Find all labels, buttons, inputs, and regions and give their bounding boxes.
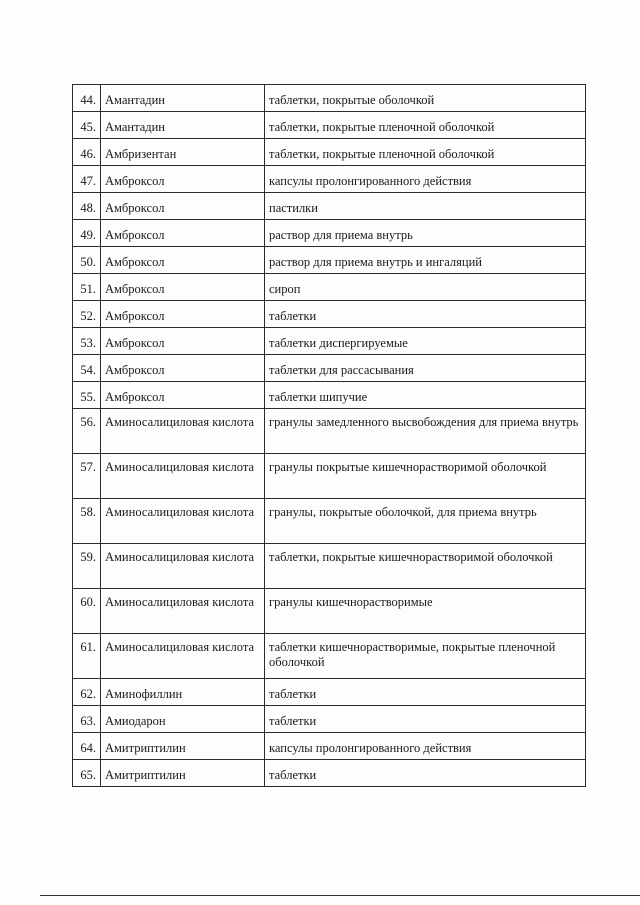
drug-name: Амброксол	[101, 301, 265, 328]
row-number: 65.	[73, 760, 101, 787]
row-number: 60.	[73, 589, 101, 634]
row-number: 47.	[73, 166, 101, 193]
drug-name: Амброксол	[101, 166, 265, 193]
row-number: 53.	[73, 328, 101, 355]
dosage-form: пастилки	[265, 193, 586, 220]
row-number: 45.	[73, 112, 101, 139]
table-row	[73, 679, 586, 706]
drug-name: Аминосалициловая кислота	[101, 409, 265, 454]
dosage-form: таблетки для рассасывания	[265, 355, 586, 382]
dosage-form: таблетки шипучие	[265, 382, 586, 409]
row-number: 50.	[73, 247, 101, 274]
dosage-form: капсулы пролонгированного действия	[265, 733, 586, 760]
table-row	[73, 454, 586, 499]
dosage-form: гранулы покрытые кишечнорастворимой оболочкой	[265, 454, 586, 499]
row-number: 62.	[73, 679, 101, 706]
page-bottom-rule	[40, 895, 640, 896]
dosage-form: гранулы кишечнорастворимые	[265, 589, 586, 634]
dosage-form: гранулы замедленного высвобождения для приема внутрь	[265, 409, 586, 454]
row-number: 58.	[73, 499, 101, 544]
row-number: 52.	[73, 301, 101, 328]
drug-name: Амантадин	[101, 112, 265, 139]
row-number: 56.	[73, 409, 101, 454]
drug-name: Амброксол	[101, 355, 265, 382]
dosage-form: сироп	[265, 274, 586, 301]
dosage-form: таблетки кишечнорастворимые, покрытые пленочной оболочкой	[265, 634, 586, 679]
dosage-form: раствор для приема внутрь и ингаляций	[265, 247, 586, 274]
row-number: 51.	[73, 274, 101, 301]
drug-name: Аминосалициловая кислота	[101, 544, 265, 589]
table-row	[73, 274, 586, 301]
drug-name: Аминосалициловая кислота	[101, 499, 265, 544]
dosage-form: гранулы, покрытые оболочкой, для приема внутрь	[265, 499, 586, 544]
table-row	[73, 301, 586, 328]
row-number: 63.	[73, 706, 101, 733]
drug-name: Аминосалициловая кислота	[101, 634, 265, 679]
table-row	[73, 544, 586, 589]
table-row	[73, 382, 586, 409]
dosage-form: таблетки	[265, 760, 586, 787]
dosage-form: таблетки диспергируемые	[265, 328, 586, 355]
table-row	[73, 328, 586, 355]
row-number: 59.	[73, 544, 101, 589]
table-row	[73, 139, 586, 166]
table-row	[73, 247, 586, 274]
row-number: 46.	[73, 139, 101, 166]
dosage-form: таблетки, покрытые пленочной оболочкой	[265, 139, 586, 166]
row-number: 61.	[73, 634, 101, 679]
dosage-form: таблетки	[265, 301, 586, 328]
row-number: 44.	[73, 85, 101, 112]
drug-name: Амброксол	[101, 193, 265, 220]
drug-name: Амбризентан	[101, 139, 265, 166]
row-number: 49.	[73, 220, 101, 247]
table-row	[73, 112, 586, 139]
drug-name: Амброксол	[101, 274, 265, 301]
drug-name: Амитриптилин	[101, 760, 265, 787]
row-number: 54.	[73, 355, 101, 382]
row-number: 55.	[73, 382, 101, 409]
dosage-form: раствор для приема внутрь	[265, 220, 586, 247]
drug-name: Амантадин	[101, 85, 265, 112]
table-row	[73, 166, 586, 193]
drug-name: Амброксол	[101, 382, 265, 409]
drug-name: Аминосалициловая кислота	[101, 454, 265, 499]
table-row	[73, 760, 586, 787]
dosage-form: таблетки	[265, 679, 586, 706]
dosage-form: таблетки	[265, 706, 586, 733]
drug-name: Амброксол	[101, 247, 265, 274]
drug-name: Амитриптилин	[101, 733, 265, 760]
table-row	[73, 706, 586, 733]
drug-name: Амиодарон	[101, 706, 265, 733]
dosage-form: таблетки, покрытые пленочной оболочкой	[265, 112, 586, 139]
table-row	[73, 634, 586, 679]
table-row	[73, 733, 586, 760]
table-row	[73, 499, 586, 544]
dosage-form: таблетки, покрытые оболочкой	[265, 85, 586, 112]
row-number: 57.	[73, 454, 101, 499]
table-row	[73, 409, 586, 454]
drug-name: Аминофиллин	[101, 679, 265, 706]
table-row	[73, 85, 586, 112]
dosage-form: капсулы пролонгированного действия	[265, 166, 586, 193]
drug-name: Амброксол	[101, 220, 265, 247]
row-number: 48.	[73, 193, 101, 220]
table-row	[73, 355, 586, 382]
table-row	[73, 220, 586, 247]
row-number: 64.	[73, 733, 101, 760]
drug-list-table	[72, 84, 586, 787]
drug-name: Аминосалициловая кислота	[101, 589, 265, 634]
table-row	[73, 589, 586, 634]
drug-name: Амброксол	[101, 328, 265, 355]
table-row	[73, 193, 586, 220]
dosage-form: таблетки, покрытые кишечнорастворимой оболочкой	[265, 544, 586, 589]
